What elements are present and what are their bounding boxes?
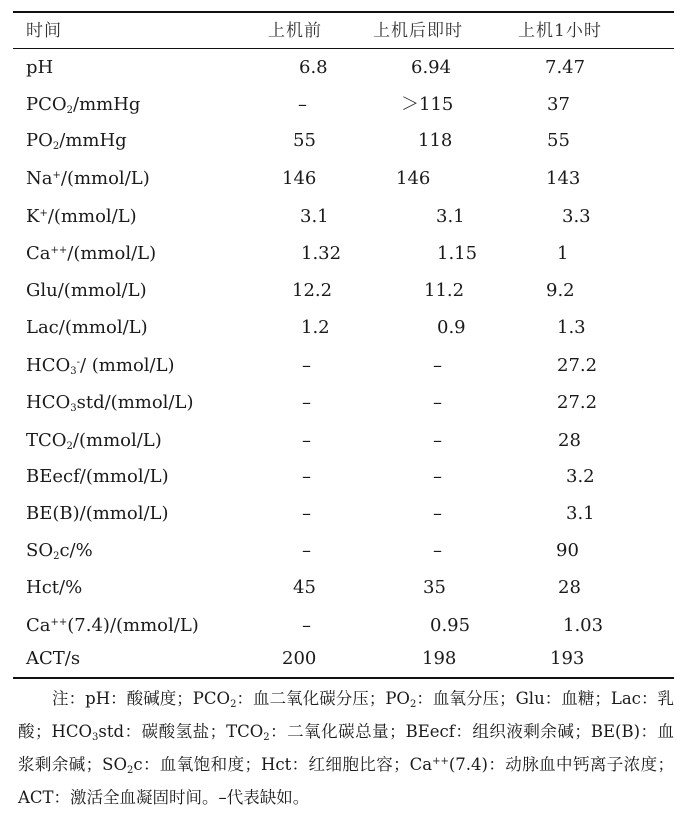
footnote-segment: (7.4)：动脉血中钙离子浓度；ACT：激活全血凝固时间。–代表缺如。 (18, 755, 674, 807)
row-label (26, 124, 127, 158)
value-immediately-after: 0.95 (430, 615, 471, 636)
header-one-hour-after: 上机1小时 (518, 21, 602, 41)
row-label (26, 237, 156, 271)
row-label (26, 200, 137, 234)
table-row (0, 274, 686, 308)
value-before: – (302, 615, 311, 636)
value-one-hour-after: 3.3 (562, 206, 591, 227)
value-before: – (302, 355, 311, 376)
row-label-unit: /(mmol/L) (67, 243, 157, 264)
row-label-text: K (26, 206, 40, 227)
table-row (0, 124, 686, 158)
row-label (26, 349, 175, 383)
value-immediately-after: 198 (422, 648, 457, 669)
table-row (0, 609, 686, 643)
table-row (0, 88, 686, 122)
value-before: 146 (282, 168, 317, 189)
row-label-subscript: 2 (66, 105, 74, 116)
value-one-hour-after: 9.2 (546, 280, 575, 301)
value-one-hour-after: 3.2 (566, 466, 595, 487)
value-one-hour-after: 1.3 (557, 317, 586, 338)
row-label-unit: / (mmol/L) (80, 355, 175, 376)
value-immediately-after: – (433, 503, 442, 524)
row-label-unit: /mmHg (73, 94, 141, 115)
footnote-segment: c：血氧饱和度；Hct：红细胞比容；Ca (133, 755, 433, 774)
row-label-superscript: - (76, 357, 80, 368)
row-label (26, 571, 82, 605)
value-before: – (298, 94, 307, 115)
value-one-hour-after: 3.1 (566, 503, 595, 524)
value-one-hour-after: 27.2 (557, 355, 598, 376)
value-before: – (302, 392, 311, 413)
table-row (0, 424, 686, 458)
row-label-text: Na (26, 168, 53, 189)
row-label-text: PO (26, 130, 53, 151)
row-label-unit: std/(mmol/L) (76, 392, 194, 413)
footnote-subscript: 2 (230, 699, 237, 710)
value-immediately-after: 118 (418, 130, 453, 151)
table-row (0, 200, 686, 234)
footnote-subscript: 2 (263, 732, 270, 743)
value-one-hour-after: 28 (558, 430, 581, 451)
table-row (0, 386, 686, 420)
footnote-segment: ：血氧分压；Glu：血糖；Lac：乳酸；HCO (18, 689, 674, 741)
footnote-segment: ：二氧化碳总量；BEecf：组织液剩余碱；BE(B)：血浆剩余碱；SO (18, 722, 675, 774)
table-bottom-rule (13, 677, 674, 679)
value-immediately-after: 1.15 (437, 243, 478, 264)
header-before: 上机前 (268, 21, 322, 41)
row-label (26, 424, 162, 458)
value-before: – (302, 466, 311, 487)
value-immediately-after: 35 (423, 577, 446, 598)
header-immediately-after: 上机后即时 (373, 21, 463, 41)
footnote-superscript: ++ (432, 756, 449, 767)
row-label-unit: (7.4)/(mmol/L) (67, 615, 199, 636)
table-top-rule (13, 11, 674, 13)
table-footnote (18, 682, 674, 814)
value-one-hour-after: 1 (557, 243, 569, 264)
value-immediately-after: ＞115 (401, 94, 454, 115)
table-row (0, 460, 686, 494)
row-label-unit: c/% (59, 540, 93, 561)
table-row (0, 162, 686, 196)
row-label (26, 311, 148, 345)
table-header-rule (13, 48, 674, 49)
row-label-text: TCO (26, 430, 67, 451)
value-immediately-after: 146 (396, 168, 431, 189)
value-one-hour-after: 55 (547, 130, 570, 151)
row-label (26, 274, 147, 308)
row-label-text: Hct/% (26, 577, 83, 598)
value-before: 1.32 (301, 243, 342, 264)
row-label-subscript: 3 (70, 403, 77, 414)
row-label (26, 609, 199, 643)
footnote-segment: 注：pH：酸碱度；PCO (52, 689, 231, 708)
row-label-text: Ca (26, 615, 51, 636)
row-label-superscript: ++ (50, 245, 68, 256)
header-time: 时间 (26, 21, 62, 41)
value-one-hour-after: 1.03 (563, 615, 604, 636)
table-row (0, 51, 686, 85)
value-one-hour-after: 37 (547, 94, 570, 115)
row-label (26, 460, 169, 494)
value-before: 1.2 (301, 317, 330, 338)
value-immediately-after: 3.1 (436, 206, 465, 227)
value-before: 200 (282, 648, 317, 669)
row-label (26, 497, 169, 531)
value-before: – (302, 430, 311, 451)
value-immediately-after: – (433, 392, 442, 413)
value-before: 3.1 (300, 206, 329, 227)
value-immediately-after: 11.2 (424, 280, 465, 301)
table-row (0, 642, 686, 676)
row-label (26, 386, 193, 420)
row-label-unit: /(mmol/L) (72, 430, 162, 451)
row-label (26, 534, 93, 568)
value-one-hour-after: 28 (558, 577, 581, 598)
footnote-segment: std：碳酸氢盐；TCO (98, 722, 264, 741)
footnote-subscript: 3 (92, 732, 99, 743)
footnote-segment: ：血二氧化碳分压；PO (236, 689, 410, 708)
row-label-superscript: ++ (50, 617, 68, 628)
value-immediately-after: – (433, 430, 442, 451)
row-label-subscript: 2 (53, 551, 60, 562)
row-label-text: HCO (26, 355, 71, 376)
value-one-hour-after: 7.47 (545, 57, 586, 78)
row-label-text: SO (26, 540, 54, 561)
value-immediately-after: 6.94 (411, 57, 452, 78)
value-before: 6.8 (299, 57, 328, 78)
row-label-text: BEecf/(mmol/L) (26, 466, 169, 487)
footnote-text (18, 689, 674, 807)
row-label-text: PCO (26, 94, 67, 115)
value-one-hour-after: 143 (546, 168, 581, 189)
row-label-subscript: 3 (70, 366, 77, 377)
value-before: – (302, 540, 311, 561)
row-label (26, 51, 53, 85)
value-before: – (302, 503, 311, 524)
value-before: 55 (293, 130, 316, 151)
row-label-superscript: + (39, 208, 48, 219)
value-immediately-after: – (433, 540, 442, 561)
row-label-text: Lac/(mmol/L) (26, 317, 148, 338)
value-one-hour-after: 27.2 (557, 392, 598, 413)
value-before: 45 (293, 577, 316, 598)
row-label (26, 642, 80, 676)
value-immediately-after: – (433, 355, 442, 376)
row-label-unit: /mmHg (59, 130, 127, 151)
table-header (0, 14, 686, 48)
table-row (0, 237, 686, 271)
value-immediately-after: 0.9 (437, 317, 466, 338)
row-label-unit: /(mmol/L) (47, 206, 137, 227)
row-label-text: Glu/(mmol/L) (26, 280, 147, 301)
table-row (0, 311, 686, 345)
table-row (0, 571, 686, 605)
footnote-subscript: 2 (126, 765, 134, 776)
value-one-hour-after: 90 (556, 540, 579, 561)
row-label-subscript: 2 (66, 441, 73, 452)
value-immediately-after: – (433, 466, 442, 487)
row-label (26, 162, 150, 196)
table-row (0, 349, 686, 383)
footnote-subscript: 2 (409, 699, 417, 710)
row-label-unit: /(mmol/L) (60, 168, 150, 189)
row-label-superscript: + (52, 170, 61, 181)
table-row (0, 497, 686, 531)
row-label-text: pH (26, 57, 54, 78)
row-label-text: BE(B)/(mmol/L) (26, 503, 169, 524)
value-one-hour-after: 193 (550, 648, 585, 669)
value-before: 12.2 (292, 280, 333, 301)
table-row (0, 534, 686, 568)
row-label-text: HCO (26, 392, 71, 413)
row-label (26, 88, 140, 122)
row-label-text: Ca (26, 243, 51, 264)
row-label-text: ACT/s (26, 648, 81, 669)
row-label-subscript: 2 (52, 141, 60, 152)
